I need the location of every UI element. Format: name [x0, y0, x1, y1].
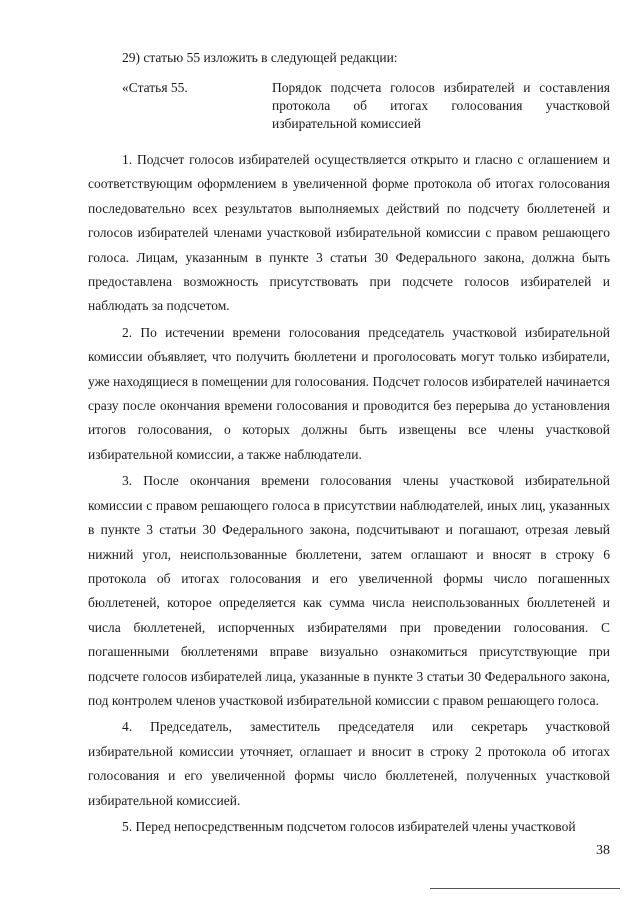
article-title: Порядок подсчета голосов избирателей и составления протокола об итогах голосования участковой избирательной комиссией: [272, 80, 610, 131]
article-heading: [122, 79, 610, 133]
article-body: [88, 148, 610, 841]
paragraph-3: 3. После окончания времени голосования члены участковой избирательной комиссии с правом решающего голоса в присутствии наблюдателей, иных лиц, указанных в пункте 3 статьи 30 Федерального закона, подсчитывают и погашают, отрезая левый нижний угол, неиспользованные бюллетени, затем оглашают и вносят в строку 6 протокола об итогах голосования и его увеличенной формы число погашенных бюллетеней, которое определяется как сумма числа неиспользованных бюллетеней и числа бюллетеней, испорченных избирателями при проведении голосования. С погашенными бюллетенями вправе визуально ознакомиться присутствующие при подсчете голосов избирателей лица, указанные в пункте 3 статьи 30 Федерального закона, под контролем членов участковой избирательной комиссии с правом решающего голоса.: [88, 473, 610, 708]
page-number: 38: [596, 843, 610, 858]
paragraph-2: 2. По истечении времени голосования председатель участковой избирательной комиссии объявляет, что получить бюллетени и проголосовать могут только избиратели, уже находящиеся в помещении для голосования. Подсчет голосов избирателей начинается сразу после окончания времени голосования и проводится без перерыва до установления итогов голосования, о которых должны быть извещены все члены участковой избирательной комиссии, а также наблюдатели.: [88, 324, 610, 462]
article-number: «Статья 55.: [122, 80, 188, 95]
amendment-intro: 29) статью 55 изложить в следующей редакции:: [122, 50, 398, 65]
footer-rule: [430, 888, 620, 889]
paragraph-4: 4. Председатель, заместитель председателя или секретарь участковой избирательной комиссии уточняет, оглашает и вносит в строку 2 протокола об итогах голосования и его увеличенной формы число бюллетеней, полученных участковой избирательной комиссией.: [88, 719, 610, 808]
paragraph-1: 1. Подсчет голосов избирателей осуществляется открыто и гласно с оглашением и соответствующим оформлением в увеличенной форме протокола об итогах голосования последовательно всех результатов выполняемых действий по подсчету бюллетеней и голосов избирателей членами участковой избирательной комиссии с правом решающего голоса. Лицам, указанным в пункте 3 статьи 30 Федерального закона, должна быть предоставлена возможность присутствовать при подсчете голосов избирателей и наблюдать за подсчетом.: [88, 152, 610, 314]
paragraph-5: 5. Перед непосредственным подсчетом голосов избирателей члены участковой: [122, 818, 576, 834]
